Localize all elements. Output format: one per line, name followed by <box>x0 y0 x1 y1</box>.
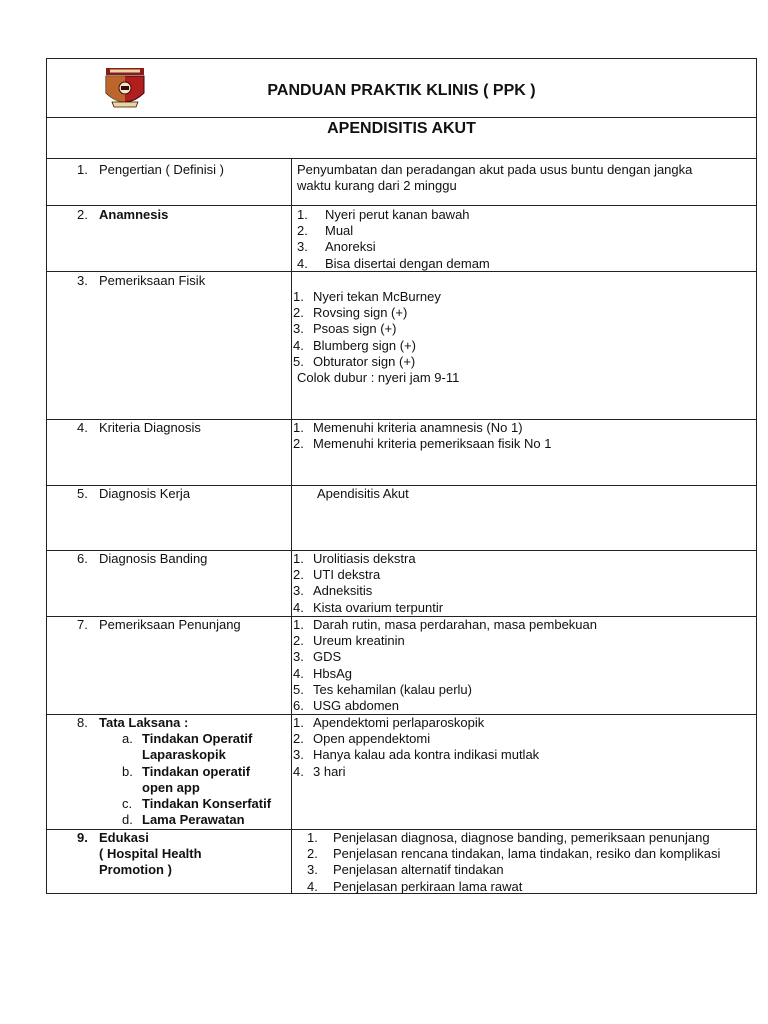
row-4-label: 4. Kriteria Diagnosis <box>77 420 201 435</box>
list-item: 1. Nyeri tekan McBurney <box>293 289 441 304</box>
sub-item: b. Tindakan operatif <box>122 763 251 779</box>
row-4-content <box>293 420 551 452</box>
row-9-label: 9. Edukasi ( Hospital Health Promotion ) <box>77 830 202 878</box>
divider <box>47 117 756 118</box>
list-item: 3. Anoreksi <box>297 239 376 255</box>
list-item: 2. Open appendektomi <box>293 731 431 747</box>
list-item: 2. Mual <box>297 223 354 239</box>
list-item: 1. Memenuhi kriteria anamnesis (No 1) <box>293 420 523 435</box>
list-item: 4. Bisa disertai dengan demam <box>297 255 490 271</box>
row-1-content: Penyumbatan dan peradangan akut pada usus buntu dengan jangka waktu kurang dari 2 minggu <box>297 162 693 194</box>
row-5-content: Apendisitis Akut <box>317 486 409 501</box>
row-5-label: 5. Diagnosis Kerja <box>77 486 191 501</box>
row-3-content: 1. Nyeri tekan McBurney 2. Rovsing sign (+) 3. Psoas sign (+) 4. Blumberg sign (+) 5. Obturator sign (+) Colok dubur : nyeri jam 9-11 <box>293 289 460 386</box>
list-item: 1. Darah rutin, masa perdarahan, masa pembekuan <box>293 617 597 632</box>
row-9-content <box>297 830 720 895</box>
list-item: 2. UTI dekstra <box>293 567 381 583</box>
sub-item: a. Tindakan Operatif <box>122 731 253 747</box>
list-item: 1. Nyeri perut kanan bawah <box>297 207 470 222</box>
row-2-label: 2. Anamnesis <box>77 207 169 222</box>
list-item: 2. Rovsing sign (+) <box>293 305 408 321</box>
list-item: 4. Kista ovarium terpuntir <box>293 599 444 615</box>
list-item: 6. USG abdomen <box>293 698 399 714</box>
row-6-label: 6. Diagnosis Banding <box>77 551 208 566</box>
list-item: 2. Penjelasan rencana tindakan, lama tindakan, resiko dan komplikasi <box>307 846 721 862</box>
document-title: PANDUAN PRAKTIK KLINIS ( PPK ) <box>267 82 536 99</box>
row-8-content <box>293 715 539 780</box>
divider <box>47 158 756 159</box>
row-8-label: 8. Tata Laksana : a. Tindakan Operatif Laparaskopik b. Tindakan operatif open app c. Tindakan Konserfatif d. Lama Perawatan <box>77 715 272 828</box>
row-divider <box>47 205 756 206</box>
list-item: 4. 3 hari <box>293 763 346 779</box>
row-7-content <box>293 617 597 714</box>
sub-item: d. Lama Perawatan <box>122 812 245 828</box>
document-subtitle: APENDISITIS AKUT <box>327 120 476 137</box>
list-item: 3. Adneksitis <box>293 583 373 599</box>
list-item: 3. Hanya kalau ada kontra indikasi mutlak <box>293 747 540 763</box>
sub-item: c. Tindakan Konserfatif <box>122 796 272 812</box>
list-item: 1. Apendektomi perlaparoskopik <box>293 715 485 730</box>
list-item: 4. Blumberg sign (+) <box>293 337 416 353</box>
ppk-table <box>46 58 757 894</box>
row-7-label: 7. Pemeriksaan Penunjang <box>77 617 241 632</box>
row-3-label: 3. Pemeriksaan Fisik <box>77 273 206 288</box>
column-divider <box>291 158 292 894</box>
row-6-content <box>293 551 443 616</box>
list-item: 4. HbsAg <box>293 665 353 681</box>
list-item: 2. Ureum kreatinin <box>293 633 405 649</box>
row-1-label: 1. Pengertian ( Definisi ) <box>77 162 224 177</box>
list-item: 2. Memenuhi kriteria pemeriksaan fisik No 1 <box>293 436 552 452</box>
list-item: 1. Penjelasan diagnosa, diagnose banding, pemeriksaan penunjang <box>307 830 710 845</box>
list-item: 5. Obturator sign (+) <box>293 353 416 369</box>
list-item: 5. Tes kehamilan (kalau perlu) <box>293 681 472 697</box>
list-item: 3. GDS <box>293 649 342 665</box>
row-2-content <box>297 207 490 272</box>
list-item: 3. Penjelasan alternatif tindakan <box>307 862 504 878</box>
list-item: 4. Penjelasan perkiraan lama rawat <box>307 878 523 894</box>
list-item: 1. Urolitiasis dekstra <box>293 551 416 566</box>
list-item: 3. Psoas sign (+) <box>293 321 397 337</box>
